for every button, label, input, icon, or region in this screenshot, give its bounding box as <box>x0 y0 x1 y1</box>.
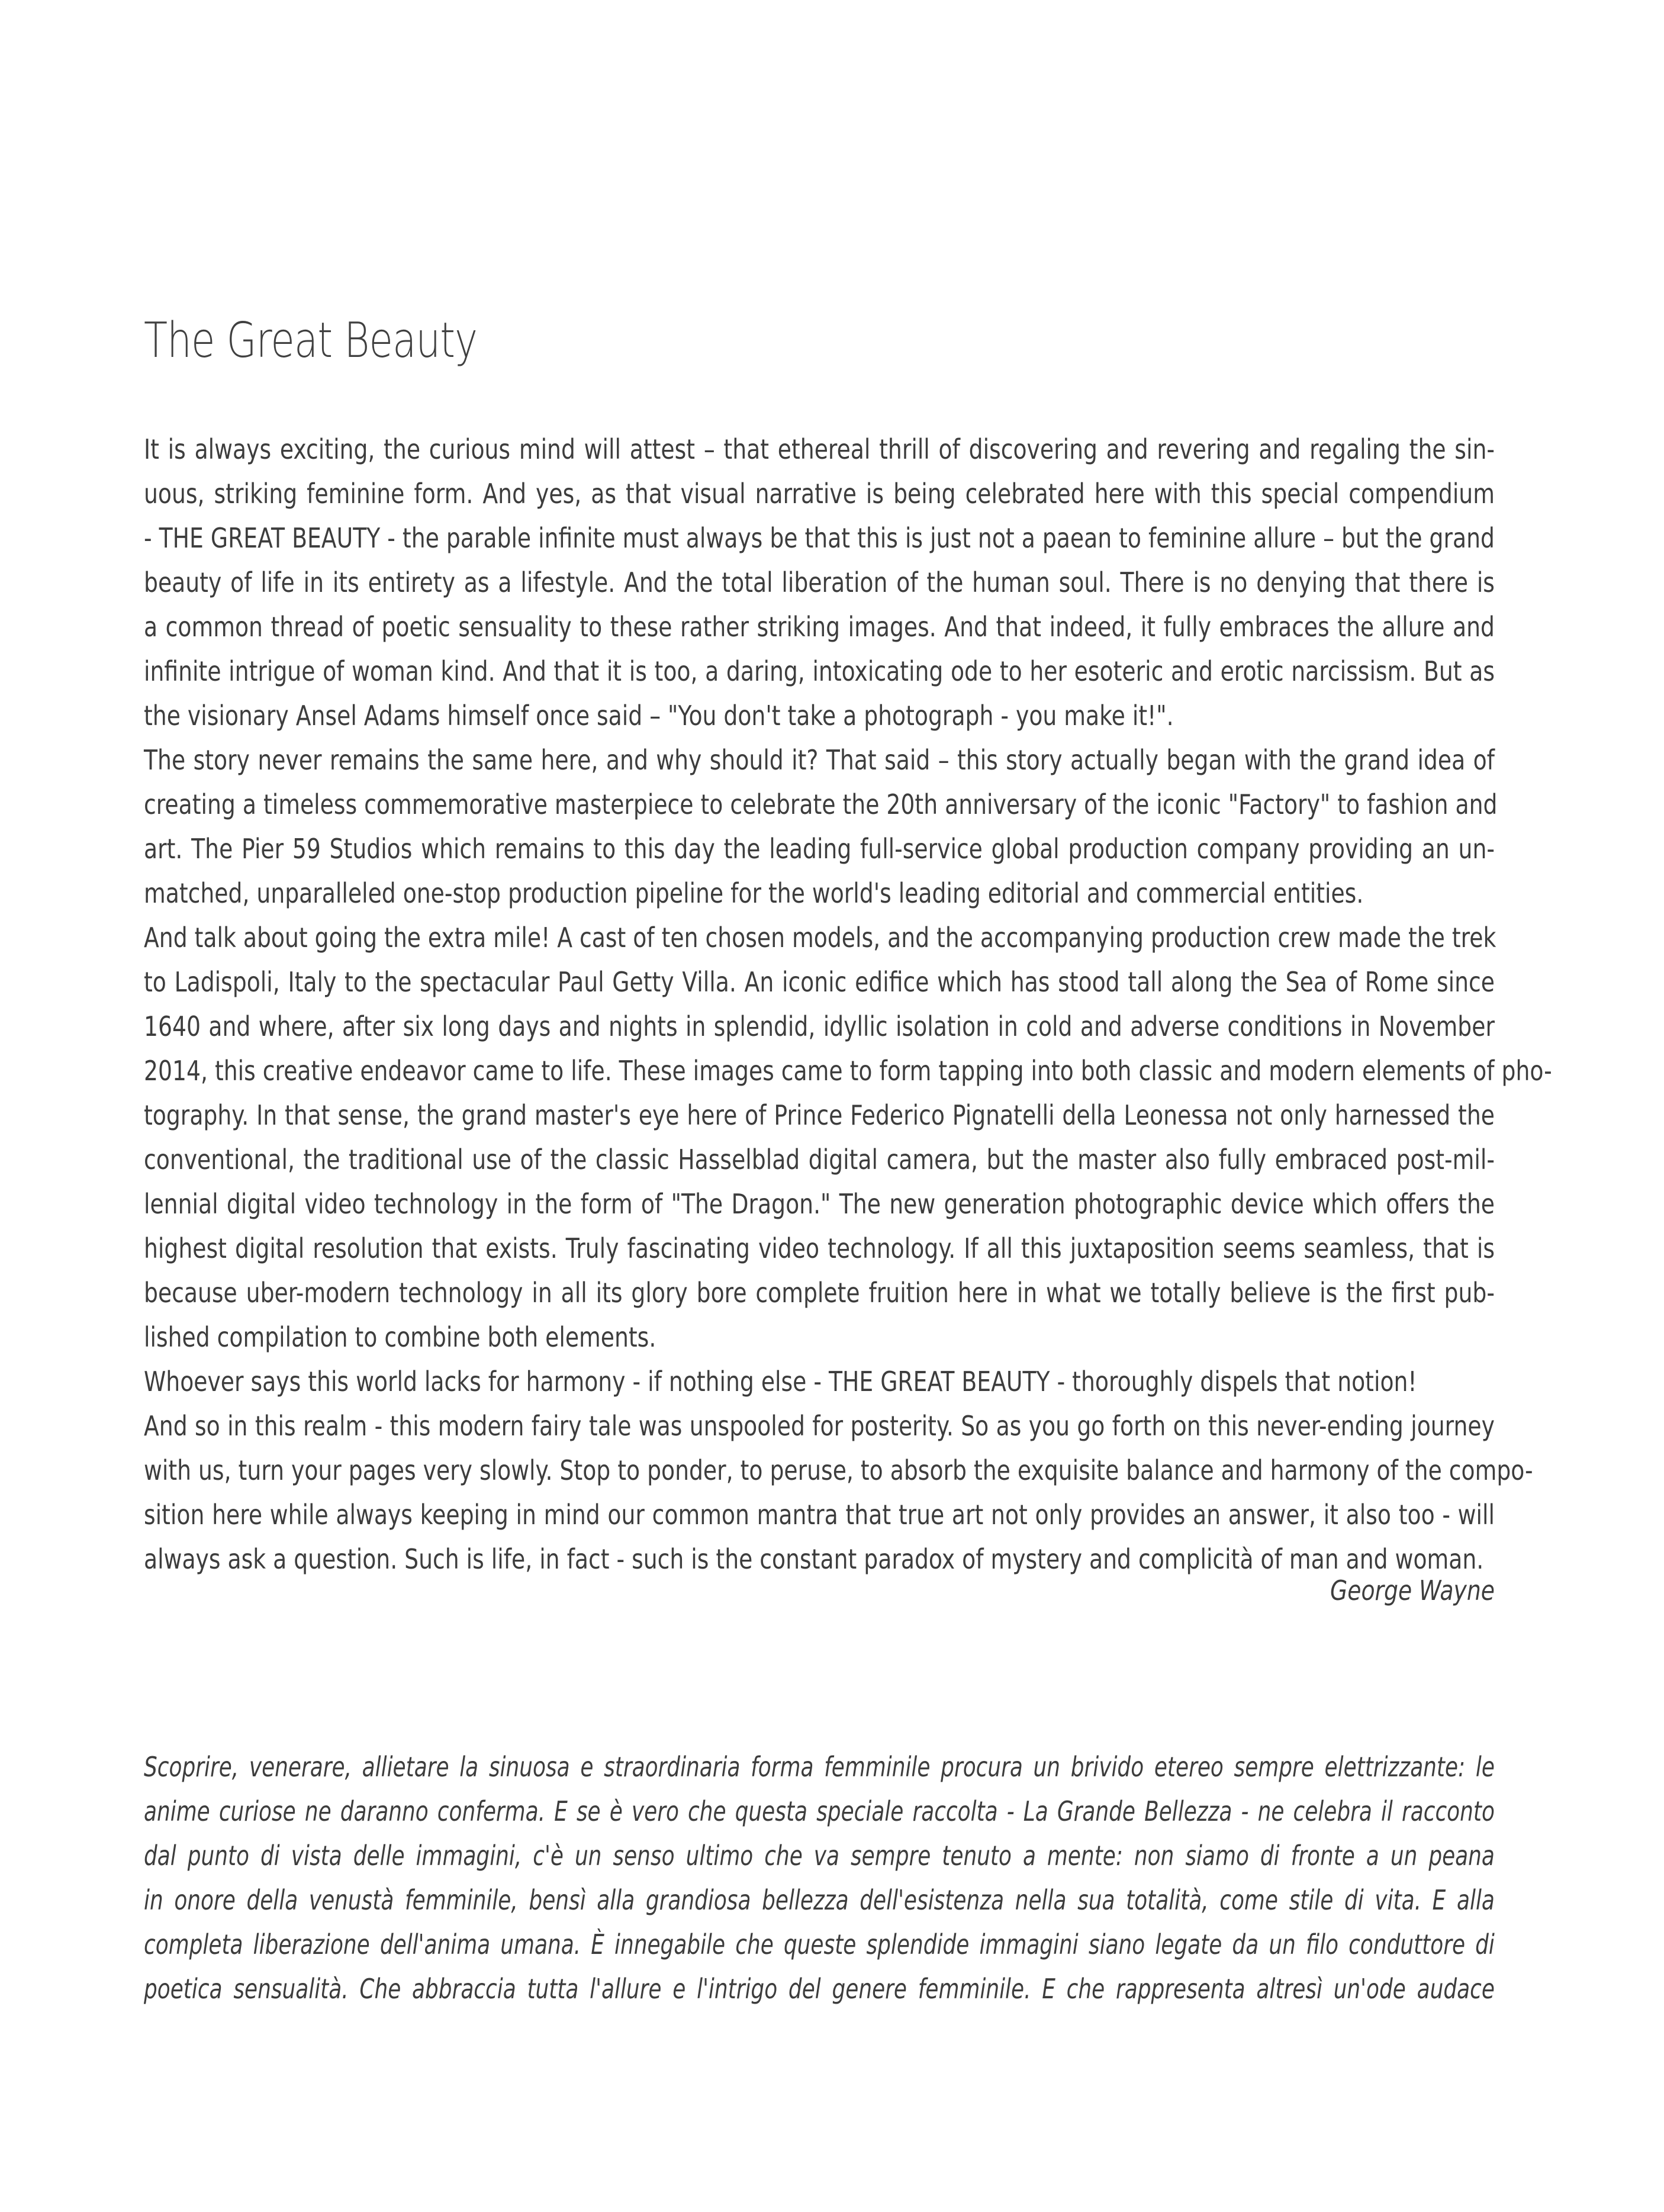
text-line: 1640 and where, after six long days and nights in splendid, idyllic isolation in cold and adverse conditions in November <box>144 1010 1495 1042</box>
text-line: always ask a question. Such is life, in fact - such is the constant paradox of mystery and complicità of man and woman. <box>144 1543 1484 1575</box>
text-line: highest digital resolution that exists. Truly fascinating video technology. If all this juxtaposition seems seamless, that is <box>144 1232 1495 1264</box>
text-line: beauty of life in its entirety as a lifestyle. And the total liberation of the human soul. There is no denying that there is <box>144 566 1495 598</box>
text-line: infinite intrigue of woman kind. And that it is too, a daring, intoxicating ode to her esoteric and erotic narcissism. But as <box>144 655 1495 687</box>
text-line: anime curiose ne daranno conferma. E se è vero che questa speciale raccolta - La Grande Bellezza - ne celebra il racconto <box>144 1795 1495 1827</box>
text-line: to Ladispoli, Italy to the spectacular Paul Getty Villa. An iconic edifice which has stood tall along the Sea of Rome since <box>144 966 1495 998</box>
text-line: in onore della venustà femminile, bensì alla grandiosa bellezza dell'esistenza nella sua totalità, come stile di vita. E alla <box>144 1884 1495 1916</box>
text-line: matched, unparalleled one-stop production pipeline for the world's leading editorial and commercial entities. <box>144 877 1364 909</box>
english-body-text <box>144 427 1552 1582</box>
text-line: creating a timeless commemorative masterpiece to celebrate the 20th anniversary of the iconic "Factory" to fashion and <box>144 788 1498 820</box>
text-line: It is always exciting, the curious mind will attest – that ethereal thrill of discovering and revering and regaling the sin- <box>144 433 1495 465</box>
text-line: the visionary Ansel Adams himself once said – "You don't take a photograph - you make it!". <box>144 700 1174 732</box>
text-line: lished compilation to combine both elements. <box>144 1321 656 1353</box>
text-line: conventional, the traditional use of the classic Hasselblad digital camera, but the master also fully embraced post-mil- <box>144 1144 1495 1176</box>
text-line: art. The Pier 59 Studios which remains to this day the leading full-service global production company providing an un- <box>144 833 1495 865</box>
author-signature: George Wayne <box>1330 1575 1495 1606</box>
text-line: Whoever says this world lacks for harmony - if nothing else - THE GREAT BEAUTY - thoroughly dispels that notion! <box>144 1366 1417 1398</box>
italian-body-text <box>144 1745 1495 2011</box>
text-line: lennial digital video technology in the form of "The Dragon." The new generation photographic device which offers the <box>144 1188 1495 1220</box>
text-line: And so in this realm - this modern fairy tale was unspooled for posterity. So as you go forth on this never-ending journey <box>144 1410 1495 1442</box>
page-title: The Great Beauty <box>144 313 478 369</box>
text-line: 2014, this creative endeavor came to life. These images came to form tapping into both classic and modern elements of pho- <box>144 1055 1552 1087</box>
text-line: Scoprire, venerare, allietare la sinuosa e straordinaria forma femminile procura un brivido etereo sempre elettrizzante: le <box>144 1751 1495 1783</box>
text-line: because uber-modern technology in all its glory bore complete fruition here in what we totally believe is the first pub- <box>144 1277 1495 1309</box>
text-line: with us, turn your pages very slowly. Stop to ponder, to peruse, to absorb the exquisite balance and harmony of the compo- <box>144 1454 1533 1486</box>
text-line: dal punto di vista delle immagini, c'è un senso ultimo che va sempre tenuto a mente: non siamo di fronte a un peana <box>144 1840 1495 1872</box>
text-line: poetica sensualità. Che abbraccia tutta l'allure e l'intrigo del genere femminile. E che rappresenta altresì un'ode audace <box>144 1973 1495 2005</box>
text-line: The story never remains the same here, and why should it? That said – this story actually began with the grand idea of <box>144 744 1495 776</box>
text-line: uous, striking feminine form. And yes, as that visual narrative is being celebrated here with this special compendium <box>144 478 1495 510</box>
text-line: sition here while always keeping in mind our common mantra that true art not only provides an answer, it also too - will <box>144 1499 1495 1531</box>
text-line: - THE GREAT BEAUTY - the parable infinite must always be that this is just not a paean to feminine allure – but the grand <box>144 522 1495 554</box>
text-line: a common thread of poetic sensuality to these rather striking images. And that indeed, it fully embraces the allure and <box>144 611 1495 643</box>
text-line: tography. In that sense, the grand master's eye here of Prince Federico Pignatelli della Leonessa not only harnessed the <box>144 1099 1495 1131</box>
text-line: completa liberazione dell'anima umana. È innegabile che queste splendide immagini siano legate da un filo conduttore di <box>144 1928 1495 1960</box>
text-line: And talk about going the extra mile! A cast of ten chosen models, and the accompanying production crew made the trek <box>144 922 1496 954</box>
